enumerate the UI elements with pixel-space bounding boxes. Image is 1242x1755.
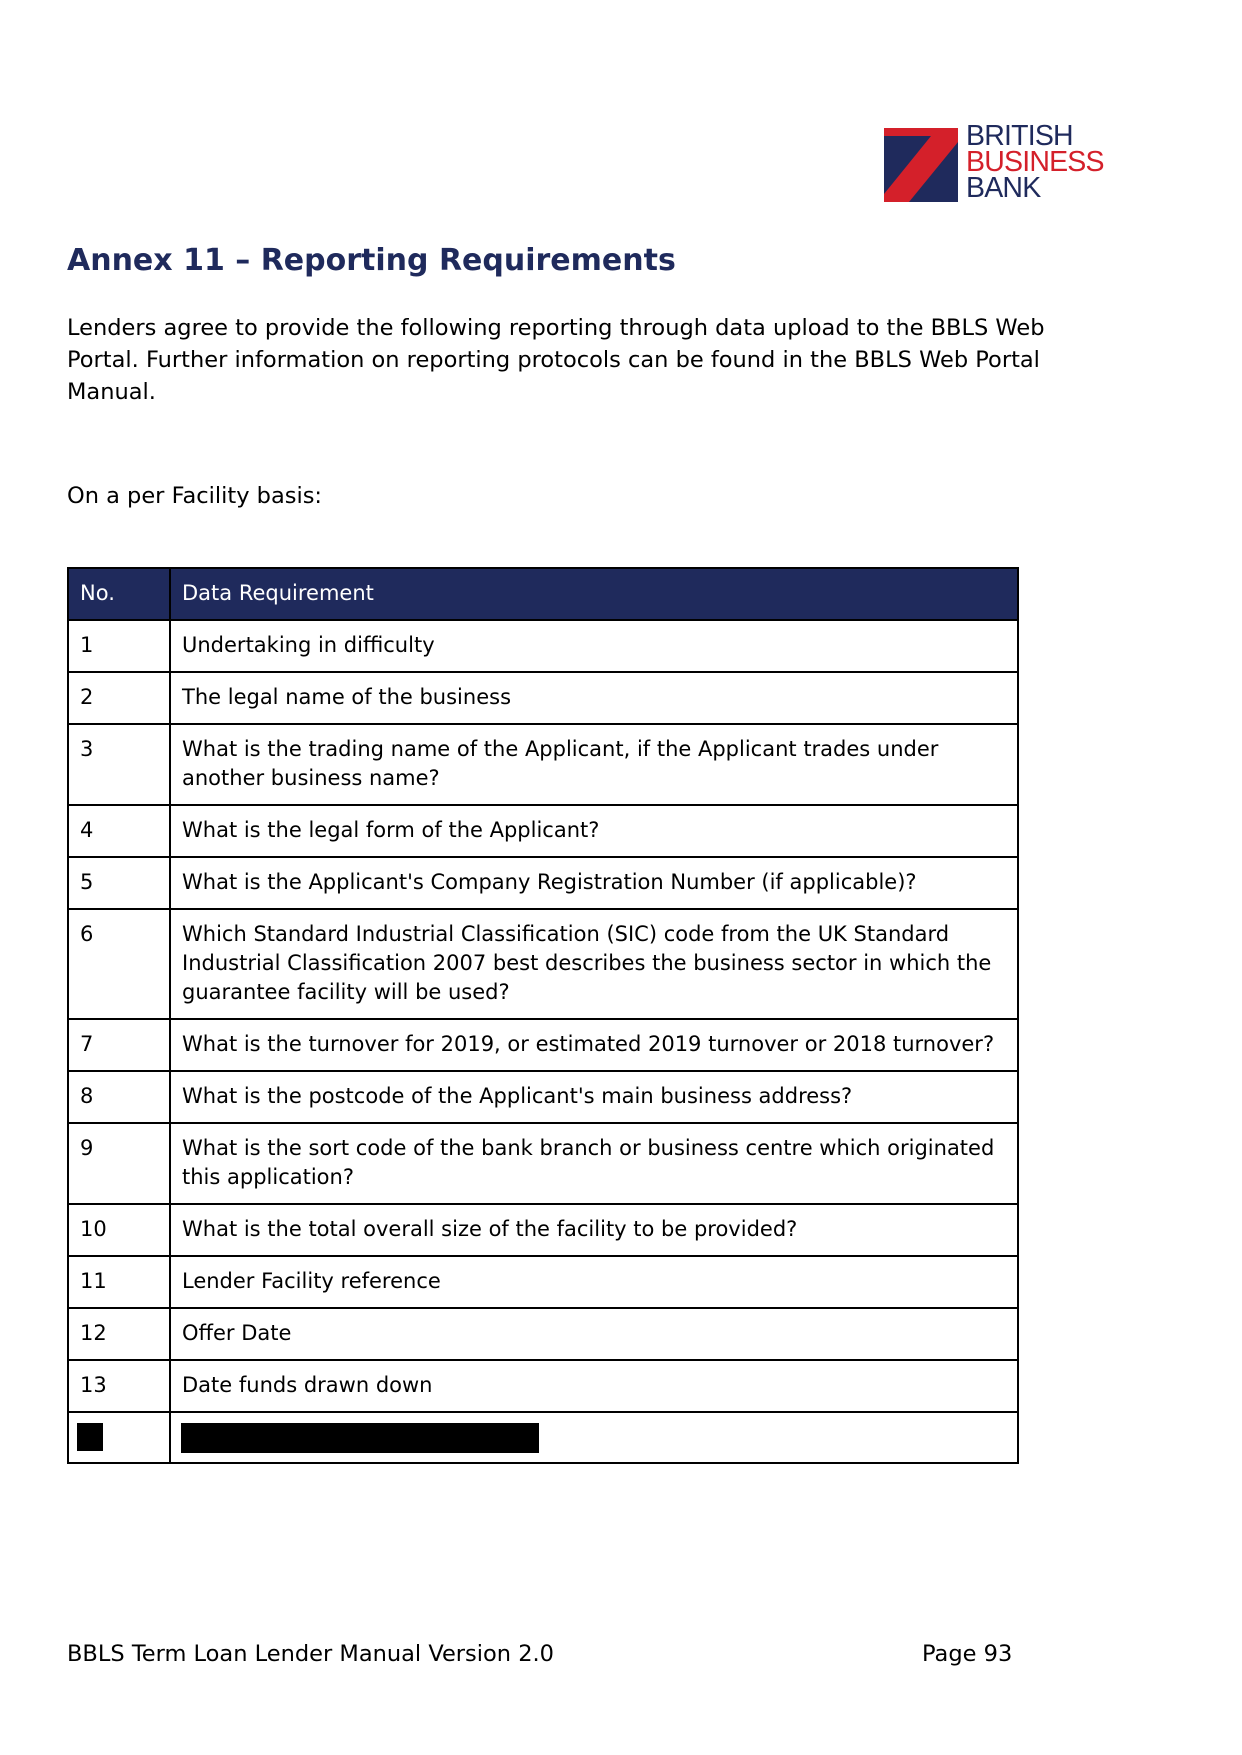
data-requirements-table [67, 567, 1019, 1464]
table-row [68, 857, 1018, 909]
row-requirement [170, 620, 1018, 672]
row-number: 12 [68, 1308, 170, 1360]
table-row [68, 1256, 1018, 1308]
footer-manual-version: BBLS Term Loan Lender Manual Version 2.0 [67, 1641, 554, 1667]
page-title: Annex 11 – Reporting Requirements [67, 243, 676, 278]
requirement-text-line: guarantee facility will be used? [182, 980, 510, 1004]
table-row [68, 620, 1018, 672]
row-requirement [170, 805, 1018, 857]
requirement-text-line: another business name? [182, 766, 440, 790]
row-requirement [170, 857, 1018, 909]
requirement-text-line: Date funds drawn down [182, 1373, 433, 1397]
logo-line-business: BUSINESS [966, 146, 1104, 178]
header-no: No. [68, 568, 170, 620]
table-row [68, 1308, 1018, 1360]
basis-label: On a per Facility basis: [67, 483, 323, 509]
requirement-text-line: What is the sort code of the bank branch or business centre which originated [182, 1136, 995, 1160]
row-number: 8 [68, 1071, 170, 1123]
table-row [68, 1360, 1018, 1412]
requirement-text-line: this application? [182, 1165, 354, 1189]
british-business-bank-logo [884, 120, 1104, 204]
row-requirement [170, 1071, 1018, 1123]
table-row [68, 1071, 1018, 1123]
row-requirement [170, 1123, 1018, 1204]
union-flag-mark-icon [884, 128, 958, 202]
footer-page-number: Page 93 [922, 1641, 1013, 1667]
table-row [68, 672, 1018, 724]
requirement-text-line: Lender Facility reference [182, 1269, 441, 1293]
row-requirement [170, 672, 1018, 724]
requirement-text-line: What is the trading name of the Applicant, if the Applicant trades under [182, 737, 939, 761]
row-requirement [170, 1308, 1018, 1360]
redacted-cell-requirement [170, 1412, 1018, 1463]
requirement-text-line: What is the postcode of the Applicant's main business address? [182, 1084, 853, 1108]
requirement-text-line: Offer Date [182, 1321, 292, 1345]
table-row [68, 909, 1018, 1019]
intro-line: Portal. Further information on reporting protocols can be found in the BBLS Web Portal [67, 347, 1040, 373]
requirement-text-line: Undertaking in difficulty [182, 633, 435, 657]
requirement-text-line: The legal name of the business [182, 685, 512, 709]
row-requirement [170, 909, 1018, 1019]
row-number: 1 [68, 620, 170, 672]
row-number: 6 [68, 909, 170, 1019]
row-number: 2 [68, 672, 170, 724]
logo-line-bank: BANK [966, 172, 1041, 204]
row-requirement [170, 724, 1018, 805]
row-number: 7 [68, 1019, 170, 1071]
logo-line-british: BRITISH [966, 120, 1073, 152]
redaction-block [77, 1423, 103, 1451]
logo-wordmark [966, 120, 1104, 204]
header-data-requirement: Data Requirement [170, 568, 1018, 620]
table-row [68, 1123, 1018, 1204]
row-number: 13 [68, 1360, 170, 1412]
row-requirement [170, 1204, 1018, 1256]
redacted-row [68, 1412, 1018, 1463]
row-number: 3 [68, 724, 170, 805]
row-number: 4 [68, 805, 170, 857]
requirement-text-line: What is the Applicant's Company Registration Number (if applicable)? [182, 870, 917, 894]
row-number: 9 [68, 1123, 170, 1204]
requirement-text-line: What is the turnover for 2019, or estimated 2019 turnover or 2018 turnover? [182, 1032, 995, 1056]
requirement-text-line: Industrial Classification 2007 best describes the business sector in which the [182, 951, 992, 975]
redaction-block [181, 1423, 539, 1453]
row-number: 11 [68, 1256, 170, 1308]
intro-line: Manual. [67, 379, 156, 405]
table-row [68, 1019, 1018, 1071]
table-header-row [68, 568, 1018, 620]
row-requirement [170, 1019, 1018, 1071]
row-number: 10 [68, 1204, 170, 1256]
row-number: 5 [68, 857, 170, 909]
requirement-text-line: What is the legal form of the Applicant? [182, 818, 600, 842]
table-row [68, 805, 1018, 857]
intro-line: Lenders agree to provide the following reporting through data upload to the BBLS Web [67, 315, 1045, 341]
intro-paragraph [67, 312, 1157, 408]
row-requirement [170, 1360, 1018, 1412]
redacted-cell-no [68, 1412, 170, 1463]
table-row [68, 724, 1018, 805]
requirement-text-line: Which Standard Industrial Classification (SIC) code from the UK Standard [182, 922, 950, 946]
table-row [68, 1204, 1018, 1256]
requirement-text-line: What is the total overall size of the facility to be provided? [182, 1217, 798, 1241]
row-requirement [170, 1256, 1018, 1308]
